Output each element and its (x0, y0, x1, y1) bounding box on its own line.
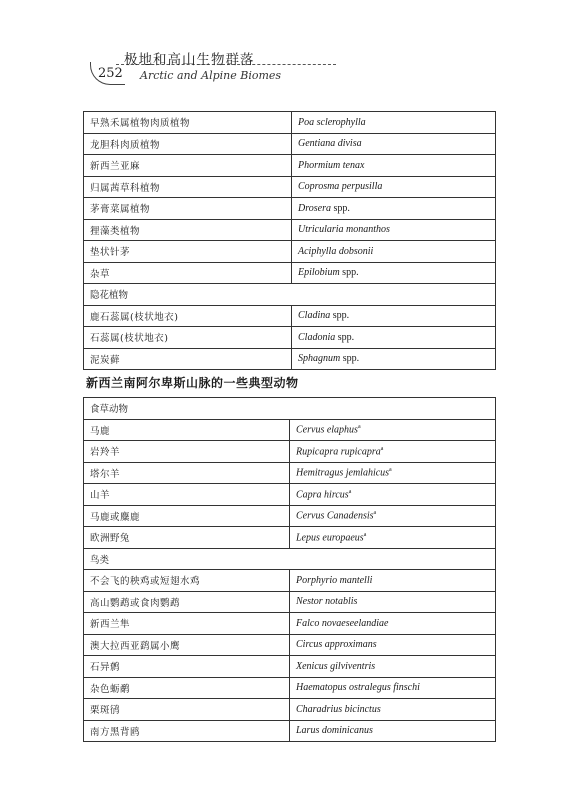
common-name-cell: 狸藻类植物 (84, 219, 292, 241)
scientific-name: Cervus elaphus (296, 424, 358, 436)
scientific-name-cell (290, 527, 496, 549)
footnote-mark: a (348, 488, 352, 495)
scientific-name: Gentiana divisa (298, 138, 362, 150)
scientific-name: Coprosma perpusilla (298, 181, 383, 193)
scientific-name: Hemitragus jemlahicus (296, 467, 390, 479)
common-name-cell: 归属茜草科植物 (84, 176, 292, 198)
scientific-name-cell (290, 462, 496, 484)
page-number: 252 (98, 66, 123, 81)
section-row (84, 284, 496, 306)
scientific-name: Cladina (298, 310, 331, 322)
scientific-name-cell (292, 198, 496, 220)
common-name-cell: 新西兰亚麻 (84, 155, 292, 177)
common-name-cell: 山羊 (84, 484, 290, 506)
common-name-cell: 澳大拉西亚鹞属小鹰 (84, 634, 290, 656)
scientific-name-cell (292, 112, 496, 134)
table-row (84, 155, 496, 177)
section-heading: 食草动物 (84, 398, 496, 420)
footnote-mark: a (363, 531, 367, 538)
table-row (84, 527, 496, 549)
table-row (84, 677, 496, 699)
scientific-name: Charadrius bicinctus (296, 703, 381, 715)
common-name-cell: 鹿石蕊属(枝状地衣) (84, 305, 292, 327)
animals-table (83, 397, 496, 742)
scientific-name-cell (290, 591, 496, 613)
scientific-name-cell (290, 441, 496, 463)
species-abbrev: spp. (330, 310, 350, 322)
common-name-cell: 马鹿 (84, 419, 290, 441)
table-row (84, 656, 496, 678)
table-row (84, 133, 496, 155)
running-header (80, 44, 300, 88)
table-row (84, 419, 496, 441)
species-abbrev: spp. (340, 353, 360, 365)
plants-table (83, 111, 496, 370)
scientific-name: Capra hircus (296, 488, 349, 500)
common-name-cell: 塔尔羊 (84, 462, 290, 484)
footnote-mark: a (380, 445, 384, 452)
scientific-name: Cervus Canadensis (296, 510, 374, 522)
scientific-name: Falco novaeseelandiae (296, 617, 389, 629)
table-row (84, 112, 496, 134)
scientific-name-cell (292, 133, 496, 155)
scientific-name: Phormium tenax (298, 159, 365, 171)
scientific-name-cell (290, 570, 496, 592)
scientific-name-cell (290, 699, 496, 721)
scientific-name-cell (292, 155, 496, 177)
table-row (84, 591, 496, 613)
common-name-cell: 早熟禾属植物肉质植物 (84, 112, 292, 134)
scientific-name-cell (290, 419, 496, 441)
table-row (84, 262, 496, 284)
scientific-name-cell (290, 505, 496, 527)
footnote-mark: a (389, 467, 392, 474)
book-title-cn: 极地和高山生物群落 (124, 52, 255, 68)
table-row (84, 348, 496, 370)
scientific-name-cell (290, 720, 496, 742)
section-row (84, 398, 496, 420)
table-row (84, 613, 496, 635)
table-row (84, 720, 496, 742)
common-name-cell: 茅膏菜属植物 (84, 198, 292, 220)
scientific-name: Epilobium (298, 267, 340, 279)
footnote-mark: a (357, 424, 361, 431)
section-heading: 隐花植物 (84, 284, 496, 306)
table-row (84, 441, 496, 463)
table-row (84, 484, 496, 506)
scientific-name: Xenicus gilviventris (296, 660, 376, 672)
species-abbrev: spp. (339, 267, 359, 279)
table-row (84, 305, 496, 327)
scientific-name: Drosera (298, 202, 331, 214)
scientific-name: Haematopus ostralegus finschi (296, 682, 420, 694)
common-name-cell: 垫状针茅 (84, 241, 292, 263)
scientific-name: Rupicapra rupicapra (296, 445, 381, 457)
table-row (84, 219, 496, 241)
common-name-cell: 马鹿或麋鹿 (84, 505, 290, 527)
common-name-cell: 高山鹦鹉或食肉鹦鹉 (84, 591, 290, 613)
section-heading: 鸟类 (84, 548, 496, 570)
common-name-cell: 龙胆科肉质植物 (84, 133, 292, 155)
scientific-name: Larus dominicanus (296, 725, 373, 737)
species-abbrev: spp. (330, 202, 350, 214)
scientific-name-cell (292, 262, 496, 284)
table-row (84, 176, 496, 198)
table-row (84, 570, 496, 592)
table-row (84, 634, 496, 656)
scientific-name: Porphyrio mantelli (296, 574, 373, 586)
common-name-cell: 杂草 (84, 262, 292, 284)
scientific-name-cell (290, 677, 496, 699)
common-name-cell: 不会飞的秧鸡或短翅水鸡 (84, 570, 290, 592)
scientific-name-cell (292, 305, 496, 327)
scientific-name: Nestor notablis (296, 596, 358, 608)
common-name-cell: 杂色蛎鹬 (84, 677, 290, 699)
book-title-en: Arctic and Alpine Biomes (140, 69, 282, 82)
scientific-name-cell (290, 656, 496, 678)
table-row (84, 241, 496, 263)
table-row (84, 505, 496, 527)
scientific-name-cell (292, 327, 496, 349)
scientific-name: Utricularia monanthos (298, 224, 390, 236)
scientific-name: Poa sclerophylla (298, 116, 366, 128)
table-row (84, 327, 496, 349)
scientific-name-cell (292, 241, 496, 263)
common-name-cell: 石异鹩 (84, 656, 290, 678)
table-row (84, 699, 496, 721)
scientific-name: Circus approximans (296, 639, 377, 651)
animals-section-title: 新西兰南阿尔卑斯山脉的一些典型动物 (86, 376, 299, 390)
section-row (84, 548, 496, 570)
table-row (84, 462, 496, 484)
species-abbrev: spp. (335, 331, 355, 343)
common-name-cell: 泥炭藓 (84, 348, 292, 370)
scientific-name-cell (290, 634, 496, 656)
scientific-name-cell (290, 484, 496, 506)
common-name-cell: 南方黑背鸥 (84, 720, 290, 742)
scientific-name-cell (292, 176, 496, 198)
common-name-cell: 栗斑鸻 (84, 699, 290, 721)
common-name-cell: 石蕊属(枝状地衣) (84, 327, 292, 349)
scientific-name: Aciphylla dobsonii (298, 245, 374, 257)
common-name-cell: 岩羚羊 (84, 441, 290, 463)
footnote-mark: a (373, 510, 377, 517)
scientific-name-cell (292, 348, 496, 370)
common-name-cell: 欧洲野兔 (84, 527, 290, 549)
scientific-name-cell (290, 613, 496, 635)
common-name-cell: 新西兰隼 (84, 613, 290, 635)
scientific-name: Lepus europaeus (296, 531, 364, 543)
scientific-name: Sphagnum (298, 353, 341, 365)
scientific-name: Cladonia (298, 331, 336, 343)
scientific-name-cell (292, 219, 496, 241)
table-row (84, 198, 496, 220)
